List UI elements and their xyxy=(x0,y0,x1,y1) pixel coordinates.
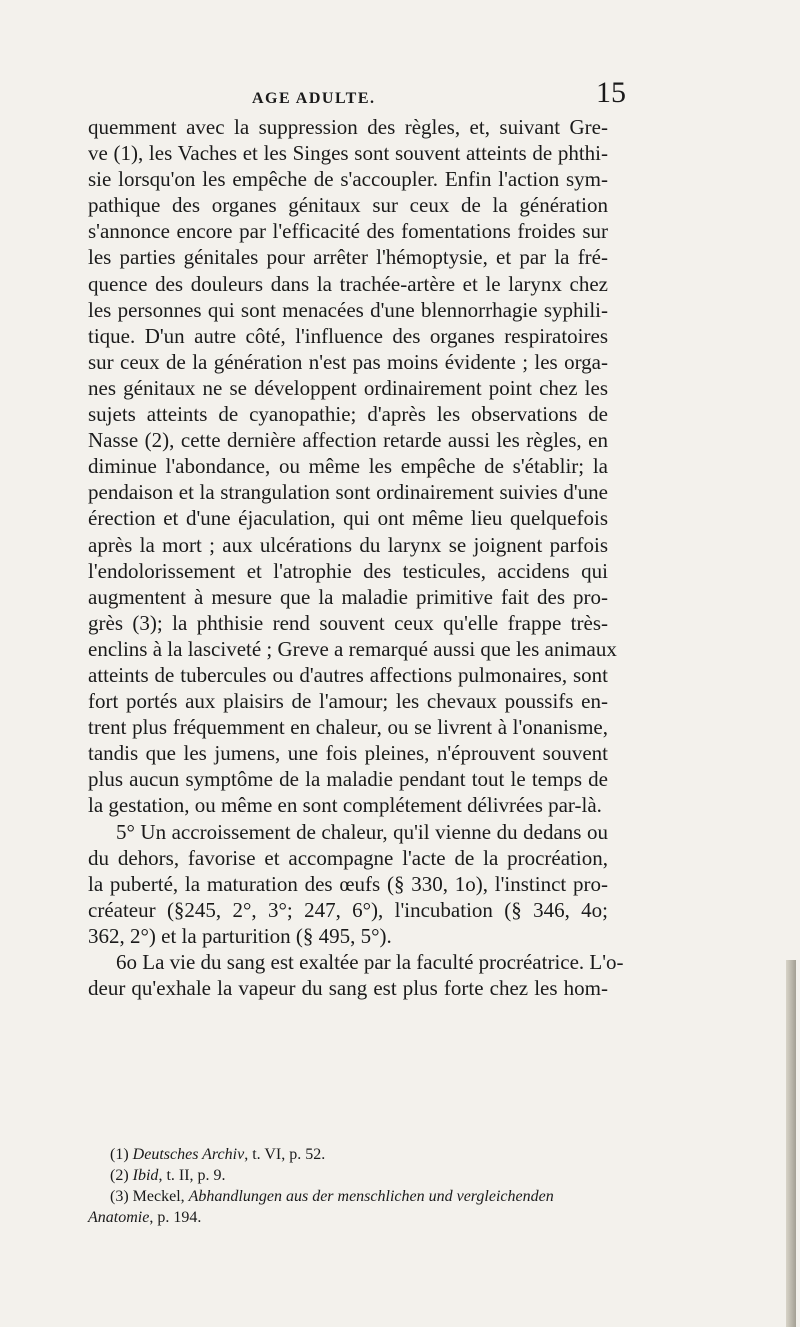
footnote-author: Meckel, xyxy=(132,1188,185,1205)
footnote-3-continued xyxy=(88,1207,610,1228)
text-line: fort portés aux plaisirs de l'amour; les chevaux poussifs en- xyxy=(88,689,608,714)
text-line: Nasse (2), cette dernière affection retarde aussi les règles, en xyxy=(88,428,608,453)
text-line: nes génitaux ne se développent ordinairement point chez les xyxy=(88,375,608,400)
text-line: grès (3); la phthisie rend souvent ceux qu'elle frappe très- xyxy=(88,610,608,635)
text-line: 5° Un accroissement de chaleur, qu'il vienne du dedans ou xyxy=(116,819,608,844)
text-line: pendaison et la strangulation sont ordinairement suivies d'une xyxy=(88,480,608,505)
text-line: atteints de tubercules ou d'autres affections pulmonaires, sont xyxy=(88,662,608,687)
text-line: plus aucun symptôme de la maladie pendant tout le temps de xyxy=(88,767,608,792)
footnote-title: Abhandlungen aus der menschlichen und vergleichenden xyxy=(188,1188,554,1205)
text-line: sujets atteints de cyanopathie; d'après les observations de xyxy=(88,402,608,427)
text-line: du dehors, favorise et accompagne l'acte de la procréation, xyxy=(88,845,608,870)
text-line: sur ceux de la génération n'est pas moins évidente ; les orga- xyxy=(88,349,608,374)
page-number: 15 xyxy=(596,76,626,109)
text-line: augmentent à mesure que la maladie primitive fait des pro- xyxy=(88,584,608,609)
text-line: l'endolorissement et l'atrophie des testicules, accidens qui xyxy=(88,558,608,583)
text-line: enclins à la lasciveté ; Greve a remarqué aussi que les animaux xyxy=(88,636,617,661)
footnote-ref: , t. VI, p. 52. xyxy=(244,1146,326,1163)
text-line: tandis que les jumens, une fois pleines, n'éprouvent souvent xyxy=(88,741,608,766)
footnote-1 xyxy=(110,1144,610,1165)
text-line: pathique des organes génitaux sur ceux de la génération xyxy=(88,193,608,218)
text-line: créateur (§245, 2°, 3°; 247, 6°), l'incubation (§ 346, 4o; xyxy=(88,897,608,922)
text-line: la puberté, la maturation des œufs (§ 330, 1o), l'instinct pro- xyxy=(88,871,608,896)
text-line: ve (1), les Vaches et les Singes sont souvent atteints de phthi- xyxy=(88,141,608,166)
text-line: s'annonce encore par l'efficacité des fomentations froides sur xyxy=(88,219,608,244)
text-line: les personnes qui sont menacées d'une blennorrhagie syphili- xyxy=(88,297,608,322)
body-text xyxy=(88,114,624,1001)
footnote-mark: (1) xyxy=(110,1146,129,1163)
text-line: quence des douleurs dans la trachée-artère et le larynx chez xyxy=(88,271,608,296)
text-line: deur qu'exhale la vapeur du sang est plus forte chez les hom- xyxy=(88,976,608,1001)
text-line: 6o La vie du sang est exaltée par la faculté procréatrice. L'o- xyxy=(116,950,624,974)
page-edge-shadow xyxy=(786,960,796,1327)
text-line: quemment avec la suppression des règles, et, suivant Gre- xyxy=(88,115,608,139)
text-line: sie lorsqu'on les empêche de s'accoupler. Enfin l'action sym- xyxy=(88,167,608,192)
footnotes xyxy=(88,1144,610,1228)
text-line: les parties génitales pour arrêter l'hémoptysie, et par la fré- xyxy=(88,245,608,270)
text-line: tique. D'un autre côté, l'influence des organes respiratoires xyxy=(88,323,608,348)
text-line: trent plus fréquemment en chaleur, ou se livrent à l'onanisme, xyxy=(88,715,608,740)
text-line: la gestation, ou même en sont complétement délivrées par-là. xyxy=(88,793,602,818)
footnote-mark: (2) xyxy=(110,1167,129,1184)
running-head: AGE ADULTE. xyxy=(252,90,376,107)
text-line: érection et d'une éjaculation, qui ont même lieu quelquefois xyxy=(88,506,608,531)
text-line: 362, 2°) et la parturition (§ 495, 5°). xyxy=(88,923,392,948)
footnote-ref: , p. 194. xyxy=(149,1209,202,1226)
footnote-2 xyxy=(110,1165,610,1186)
footnote-3 xyxy=(110,1186,610,1207)
footnote-title: Deutsches Archiv xyxy=(132,1146,245,1163)
footnote-mark: (3) xyxy=(110,1188,129,1205)
text-line: après la mort ; aux ulcérations du larynx se joignent parfois xyxy=(88,532,608,557)
footnote-title: Anatomie xyxy=(88,1209,150,1226)
footnote-title: Ibid xyxy=(132,1167,159,1184)
footnote-ref: , t. II, p. 9. xyxy=(158,1167,226,1184)
text-line: diminue l'abondance, ou même les empêche de s'établir; la xyxy=(88,454,608,479)
